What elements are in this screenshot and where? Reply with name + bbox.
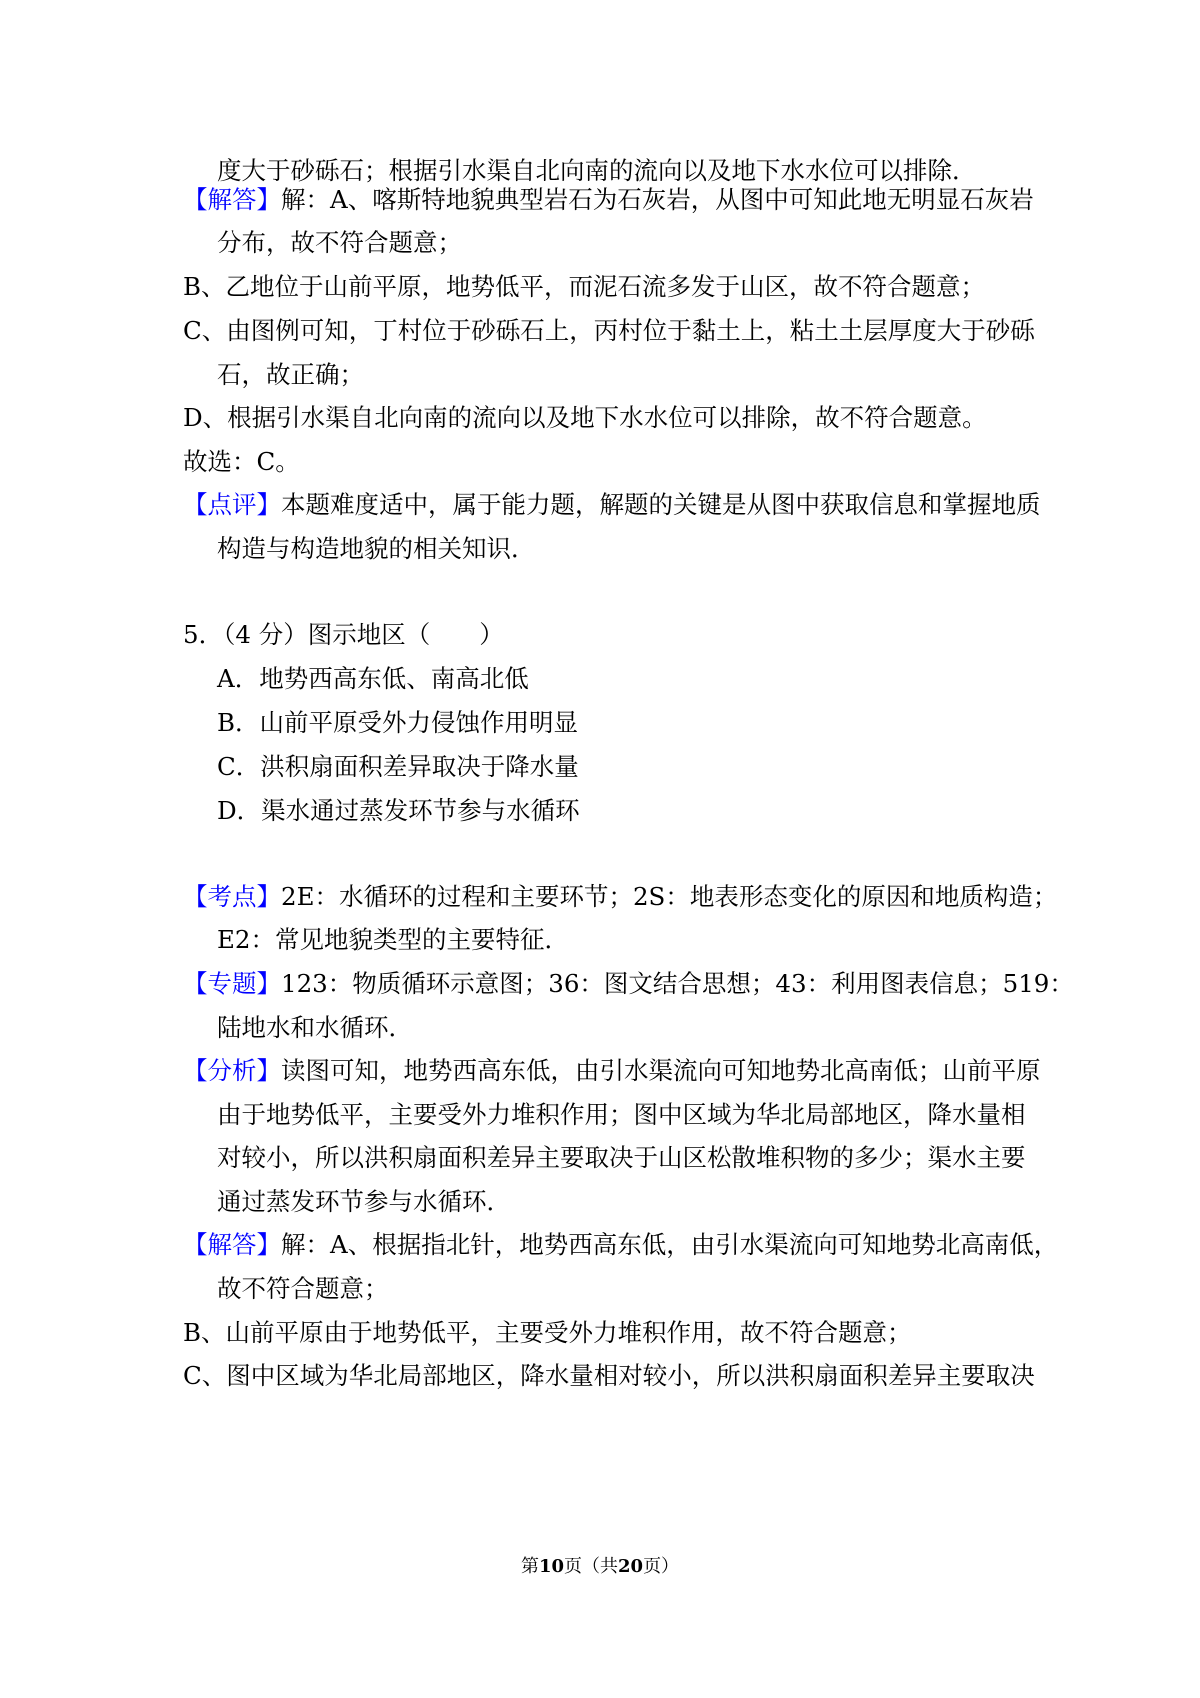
- answer-line: 【解答】解：A、喀斯特地貌典型岩石为石灰岩，从图中可知此地无明显石灰岩: [183, 185, 1034, 214]
- option-a: A．地势西高东低、南高北低: [217, 664, 529, 693]
- test-point-line: 【考点】2E：水循环的过程和主要环节；2S：地表形态变化的原因和地质构造；: [183, 882, 1058, 911]
- section-tag: 【点评】: [183, 490, 281, 519]
- section-tag: 【分析】: [183, 1056, 281, 1085]
- text-line: B、乙地位于山前平原，地势低平，而泥石流多发于山区，故不符合题意；: [183, 272, 986, 301]
- text-line: 由于地势低平，主要受外力堆积作用；图中区域为华北局部地区，降水量相: [217, 1100, 1026, 1129]
- question-title: 5．（4 分）图示地区（ ）: [183, 620, 504, 649]
- section-tag: 【解答】: [183, 185, 281, 214]
- option-d: D．渠水通过蒸发环节参与水循环: [217, 796, 580, 825]
- text-line: 构造与构造地貌的相关知识．: [217, 534, 536, 563]
- page-number: 10: [538, 1556, 564, 1577]
- text-line: 故选：C。: [183, 447, 300, 476]
- text-line: 石，故正确；: [217, 360, 364, 389]
- option-c: C．洪积扇面积差异取决于降水量: [217, 752, 579, 781]
- section-tag: 【考点】: [183, 882, 281, 911]
- section-tag: 【专题】: [183, 969, 281, 998]
- total-pages: 20: [618, 1556, 644, 1577]
- text-line: C、由图例可知，丁村位于砂砾石上，丙村位于黏土上，粘土土层厚度大于砂砾: [183, 316, 1035, 345]
- text-line: 故不符合题意；: [217, 1274, 389, 1303]
- text-line: 度大于砂砾石；根据引水渠自北向南的流向以及地下水水位可以排除．: [217, 156, 977, 185]
- topic-line: 【专题】123：物质循环示意图；36：图文结合思想；43：利用图表信息；519：: [183, 969, 1074, 998]
- text-line: D、根据引水渠自北向南的流向以及地下水水位可以排除，故不符合题意。: [183, 403, 987, 432]
- page-footer: 第10页（共20页）: [520, 1556, 680, 1577]
- answer-line: 【解答】解：A、根据指北针，地势西高东低，由引水渠流向可知地势北高南低，: [183, 1230, 1059, 1259]
- comment-line: 【点评】本题难度适中，属于能力题，解题的关键是从图中获取信息和掌握地质: [183, 490, 1041, 519]
- option-b: B．山前平原受外力侵蚀作用明显: [217, 708, 579, 737]
- text-line: B、山前平原由于地势低平，主要受外力堆积作用，故不符合题意；: [183, 1318, 912, 1347]
- text-line: E2：常见地貌类型的主要特征．: [217, 925, 569, 954]
- text-line: 陆地水和水循环．: [217, 1013, 413, 1042]
- analysis-line: 【分析】读图可知，地势西高东低，由引水渠流向可知地势北高南低；山前平原: [183, 1056, 1041, 1085]
- section-tag: 【解答】: [183, 1230, 281, 1259]
- text-line: 对较小，所以洪积扇面积差异主要取决于山区松散堆积物的多少；渠水主要: [217, 1143, 1026, 1172]
- text-line: 通过蒸发环节参与水循环．: [217, 1187, 511, 1216]
- text-line: C、图中区域为华北局部地区，降水量相对较小，所以洪积扇面积差异主要取决: [183, 1361, 1035, 1390]
- text-line: 分布，故不符合题意；: [217, 228, 462, 257]
